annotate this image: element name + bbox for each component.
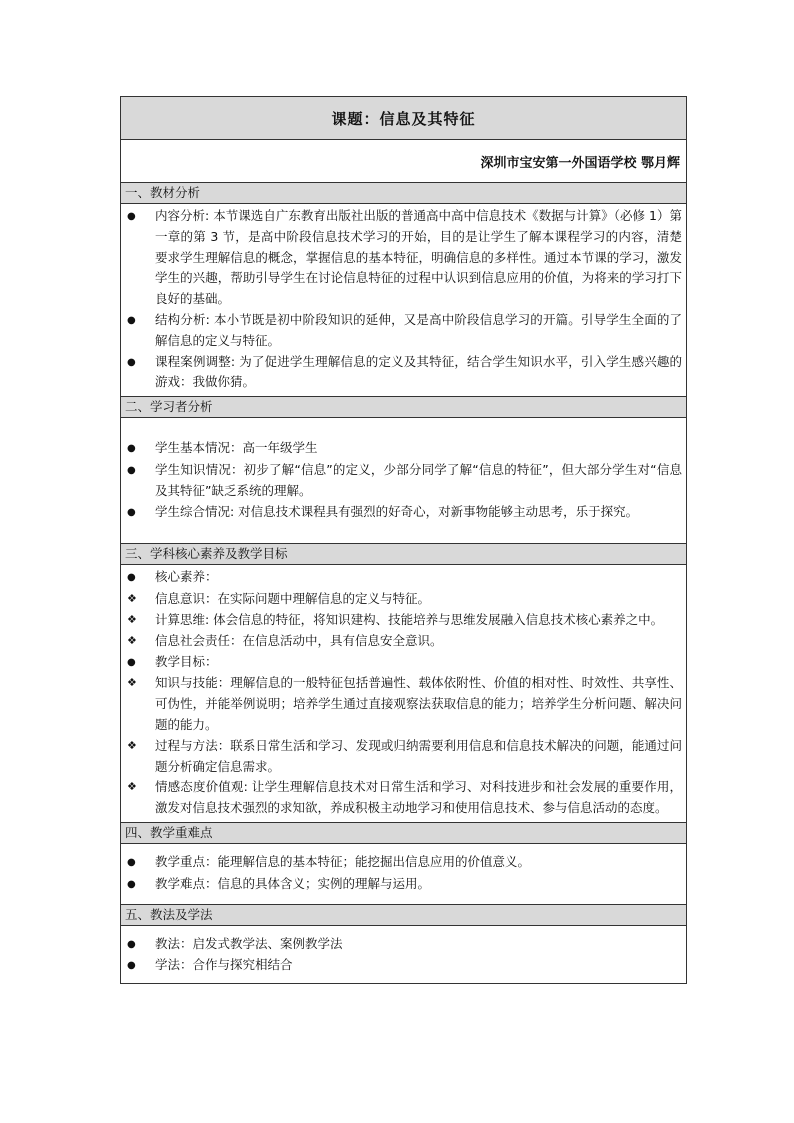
bullet-dot-icon bbox=[127, 652, 155, 674]
bullet-dot-icon bbox=[127, 460, 155, 502]
list-item bbox=[127, 589, 682, 610]
bullet-diamond-icon bbox=[127, 777, 155, 819]
bullet-diamond-icon bbox=[127, 673, 155, 735]
list-item bbox=[127, 206, 682, 310]
list-item-text: 内容分析: 本节课选自广东教育出版社出版的普通高中高中信息技术《数据与计算》（必修 1）第一章的第 3 节，是高中阶段信息技术学习的开始，目的是让学生了解本课程学习的内容，清楚要求学生理解信息的概念，掌握信息的基本特征，明确信息的多样性。通过本节课的学习，激发学生的兴趣，帮助引导学生在讨论信息特征的过程中认识到信息应用的价值，为将来的学习打下良好的基础。 bbox=[155, 208, 682, 307]
lesson-plan-table bbox=[120, 96, 687, 984]
bullet-diamond-icon bbox=[127, 589, 155, 610]
section-heading-methods: 五、教法及学法 bbox=[121, 905, 686, 926]
list-item bbox=[127, 310, 682, 352]
list-item-text: 学生综合情况: 对信息技术课程具有强烈的好奇心，对新事物能够主动思考，乐于探究。 bbox=[155, 503, 639, 519]
list-item-text: 教法：启发式教学法、案例教学法 bbox=[155, 935, 343, 951]
list-item-text: 计算思维: 体会信息的特征，将知识建构、技能培养与思维发展融入信息技术核心素养之中。 bbox=[155, 611, 664, 627]
bullet-dot-icon bbox=[127, 874, 155, 896]
list-item-text: 知识与技能：理解信息的一般特征包括普遍性、载体依附性、价值的相对性、时效性、共享性、可伪性，并能举例说明；培养学生通过直接观察法获取信息的能力；培养学生分析问题、解决问题的能力。 bbox=[155, 675, 682, 732]
section-body-methods bbox=[121, 926, 686, 984]
list-item bbox=[127, 934, 682, 956]
lesson-title: 课题：信息及其特征 bbox=[121, 97, 686, 140]
list-item bbox=[127, 736, 682, 778]
section-heading-textbook: 一、教材分析 bbox=[121, 183, 686, 204]
list-item bbox=[127, 460, 682, 502]
list-item bbox=[127, 955, 682, 977]
list-item bbox=[127, 652, 682, 674]
bullet-diamond-icon bbox=[127, 631, 155, 652]
list-item-text: 信息意识：在实际问题中理解信息的定义与特征。 bbox=[155, 591, 431, 607]
list-item bbox=[127, 874, 682, 896]
list-item-text: 信息社会责任：在信息活动中，具有信息安全意识。 bbox=[155, 632, 443, 648]
list-item bbox=[127, 777, 682, 819]
list-item bbox=[127, 352, 682, 394]
list-item-text: 教学目标： bbox=[155, 653, 218, 669]
bullet-dot-icon bbox=[127, 438, 155, 460]
bullet-dot-icon bbox=[127, 852, 155, 874]
bullet-dot-icon bbox=[127, 310, 155, 352]
section-heading-learners: 二、学习者分析 bbox=[121, 397, 686, 418]
list-item bbox=[127, 631, 682, 652]
list-item bbox=[127, 567, 682, 589]
bullet-dot-icon bbox=[127, 934, 155, 956]
bullet-dot-icon bbox=[127, 502, 155, 524]
bullet-dot-icon bbox=[127, 352, 155, 394]
list-item-text: 学生知识情况：初步了解“信息”的定义，少部分同学了解“信息的特征”，但大部分学生对“信息及其特征”缺乏系统的理解。 bbox=[155, 461, 682, 498]
bullet-dot-icon bbox=[127, 955, 155, 977]
list-item-text: 课程案例调整: 为了促进学生理解信息的定义及其特征，结合学生知识水平，引入学生感兴趣的游戏：我做你猜。 bbox=[155, 353, 682, 390]
bullet-diamond-icon bbox=[127, 610, 155, 631]
list-item bbox=[127, 610, 682, 631]
list-item-text: 学生基本情况：高一年级学生 bbox=[155, 440, 318, 456]
section-body-objectives bbox=[121, 565, 686, 823]
author-line: 深圳市宝安第一外国语学校 鄂月辉 bbox=[121, 140, 686, 183]
list-item bbox=[127, 438, 682, 460]
list-item-text: 学法：合作与探究相结合 bbox=[155, 957, 293, 973]
list-item-text: 核心素养： bbox=[155, 569, 218, 585]
list-item-text: 结构分析: 本小节既是初中阶段知识的延伸，又是高中阶段信息学习的开篇。引导学生全面的了解信息的定义与特征。 bbox=[155, 311, 682, 348]
list-item-text: 情感态度价值观: 让学生理解信息技术对日常生活和学习、对科技进步和社会发展的重要作用，激发对信息技术强烈的求知欲，养成积极主动地学习和使用信息技术、参与信息活动的态度。 bbox=[155, 779, 682, 816]
list-item bbox=[127, 852, 682, 874]
section-body-learners bbox=[121, 418, 686, 544]
bullet-diamond-icon bbox=[127, 736, 155, 778]
section-heading-objectives: 三、学科核心素养及教学目标 bbox=[121, 544, 686, 565]
bullet-dot-icon bbox=[127, 567, 155, 589]
list-item bbox=[127, 502, 682, 524]
bullet-dot-icon bbox=[127, 206, 155, 310]
section-heading-key-points: 四、教学重难点 bbox=[121, 823, 686, 844]
list-item bbox=[127, 673, 682, 735]
section-body-textbook bbox=[121, 204, 686, 397]
section-body-key-points bbox=[121, 844, 686, 905]
list-item-text: 教学难点：信息的具体含义；实例的理解与运用。 bbox=[155, 875, 431, 891]
list-item-text: 教学重点：能理解信息的基本特征；能挖掘出信息应用的价值意义。 bbox=[155, 853, 531, 869]
list-item-text: 过程与方法：联系日常生活和学习、发现或归纳需要利用信息和信息技术解决的问题，能通过问题分析确定信息需求。 bbox=[155, 737, 682, 774]
